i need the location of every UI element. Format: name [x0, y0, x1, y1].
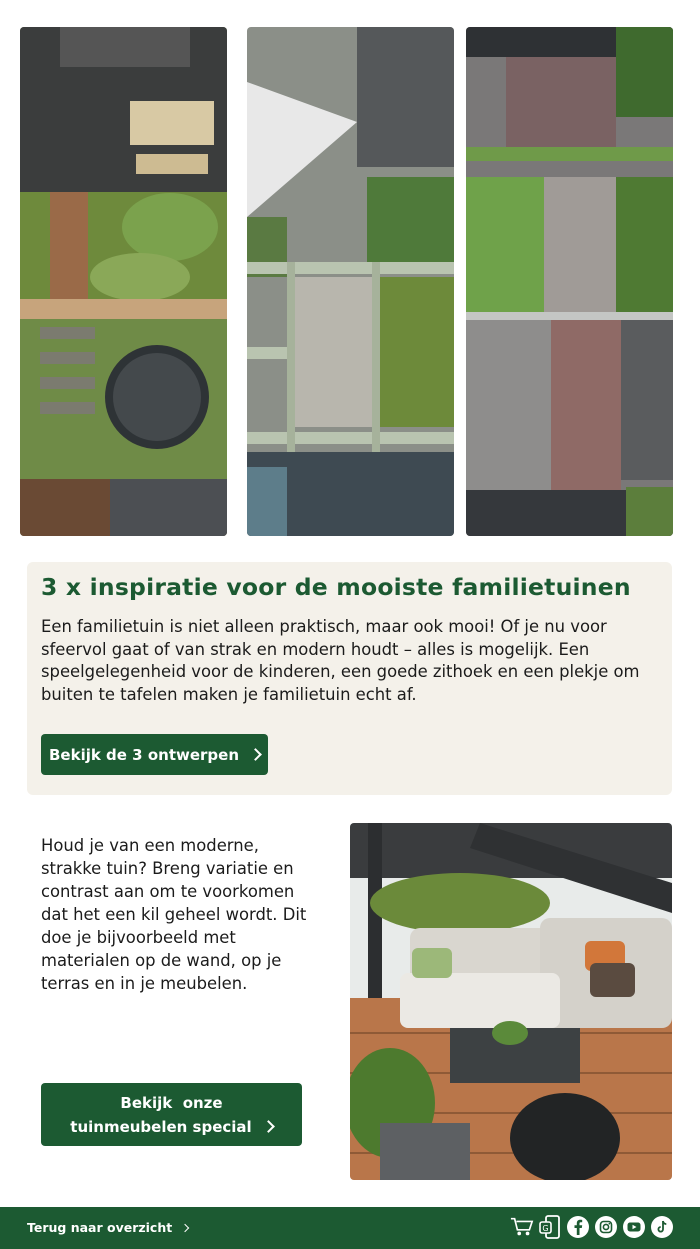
cart-icon[interactable] [510, 1215, 534, 1239]
garden-image-2[interactable] [247, 27, 454, 536]
tiktok-icon[interactable] [650, 1215, 674, 1239]
youtube-icon[interactable] [622, 1215, 646, 1239]
garden-gallery [20, 27, 673, 536]
furniture-special-label-line2: tuinmeubelen special [70, 1117, 252, 1136]
feature-text: Houd je van een moderne, strakke tuin? Breng variatie en contrast aan om te voorkomen dat het een kil geheel wordt. Dit doe je bijvoorbeeld met materialen op de wand, op je terras en in je meubelen. [41, 836, 307, 993]
garden-image-1[interactable] [20, 27, 227, 536]
footer-icons [510, 1215, 674, 1239]
lounge-set-image[interactable] [350, 823, 672, 1180]
furniture-special-button[interactable] [41, 1083, 302, 1146]
svg-text:G: G [542, 1224, 549, 1233]
chevron-right-icon [262, 1120, 275, 1133]
intro-title: 3 x inspiratie voor de mooiste familietuinen [41, 573, 631, 601]
app-icon[interactable] [538, 1215, 562, 1239]
garden-image-3[interactable] [466, 27, 673, 536]
facebook-icon[interactable] [566, 1215, 590, 1239]
back-to-overview-label: Terug naar overzicht [27, 1220, 173, 1235]
footer-bar [0, 1207, 700, 1249]
view-designs-button[interactable] [41, 734, 268, 775]
back-to-overview-link[interactable] [27, 1220, 188, 1235]
chevron-right-icon [181, 1223, 189, 1231]
view-designs-label: Bekijk de 3 ontwerpen [48, 745, 240, 764]
furniture-special-label-line1: Bekijk onze [120, 1093, 223, 1112]
chevron-right-icon [249, 748, 262, 761]
intro-card [27, 562, 672, 795]
instagram-icon[interactable] [594, 1215, 618, 1239]
intro-text: Een familietuin is niet alleen praktisch, maar ook mooi! Of je nu voor sfeervol gaat of van strak en modern houdt – alles is mogelijk. Een speelgelegenheid voor de kinderen, een goede zithoek en een plekje om buiten te tafelen maken je familietuin echt af. [41, 617, 640, 704]
